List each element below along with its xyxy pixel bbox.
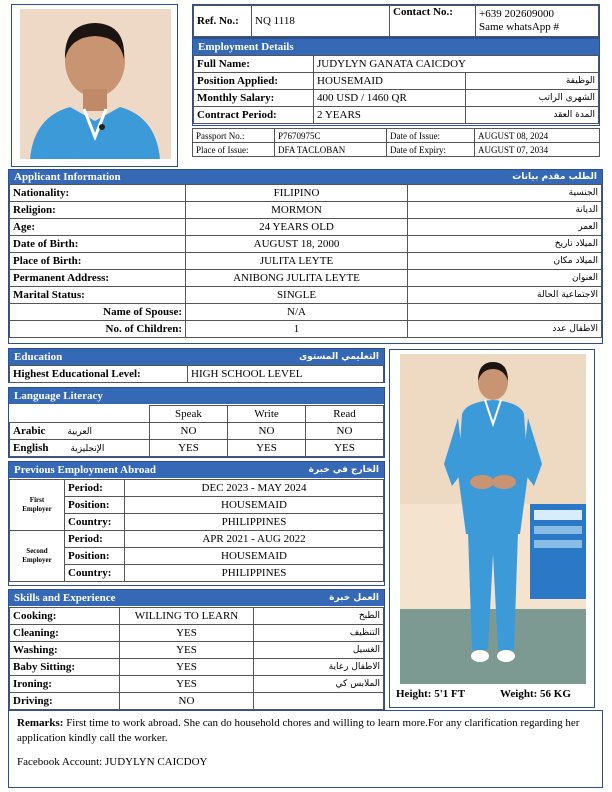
- full-name-value: JUDYLYN GANATA CAICDOY: [314, 56, 599, 73]
- language-header: [9, 388, 384, 404]
- children-label-ar: الاطفال عدد: [408, 321, 602, 338]
- skill-label: Baby Sitting:: [10, 659, 120, 676]
- language-write-value: YES: [228, 440, 306, 457]
- skill-label: Driving:: [10, 693, 120, 710]
- applicant-field-label: Age:: [10, 219, 186, 236]
- applicant-field-value: JULITA LEYTE: [186, 253, 408, 270]
- language-name: [10, 423, 150, 440]
- position-label-ar: الوظيفة: [466, 73, 599, 90]
- skill-value: NO: [120, 693, 254, 710]
- expiry-date-value: AUGUST 07, 2034: [475, 143, 600, 157]
- skill-value: WILLING TO LEARN: [120, 608, 254, 625]
- full-body-photo: [400, 354, 586, 684]
- language-write-value: NO: [228, 423, 306, 440]
- employer-country-label: Country:: [65, 514, 125, 531]
- language-name: [10, 440, 150, 457]
- applicant-field-label-ar: العمر: [408, 219, 602, 236]
- contract-label-ar: المدة العقد: [466, 107, 599, 124]
- contact-whatsapp: Same whatsApp #: [479, 21, 560, 33]
- skills-header: [9, 590, 384, 606]
- ref-contact-box: [192, 4, 600, 38]
- employer-country-value: PHILIPPINES: [125, 565, 384, 582]
- language-row: [10, 440, 384, 457]
- passport-no-label: Passport No.:: [193, 129, 275, 143]
- skill-row: [10, 676, 384, 693]
- skill-label-ar: الغسيل: [254, 642, 384, 659]
- contact-label: Contact No.:: [390, 6, 476, 37]
- employer-label-line-2: Employer: [22, 556, 52, 564]
- employer-row: [10, 480, 384, 497]
- applicant-field-value: FILIPINO: [186, 185, 408, 202]
- salary-label: Monthly Salary:: [194, 90, 314, 107]
- issue-date-value: AUGUST 08, 2024: [475, 129, 600, 143]
- skill-value: YES: [120, 625, 254, 642]
- skill-label: Ironing:: [10, 676, 120, 693]
- employer-period-label: Period:: [65, 480, 125, 497]
- applicant-row: [10, 185, 602, 202]
- applicant-field-label-ar: الميلاد مكان: [408, 253, 602, 270]
- language-speak-value: NO: [150, 423, 228, 440]
- employer-row: [10, 514, 384, 531]
- previous-employment-title: Previous Employment Abroad: [14, 464, 156, 476]
- skill-label-ar: الطبخ: [254, 608, 384, 625]
- employer-row: [10, 531, 384, 548]
- applicant-row: [10, 270, 602, 287]
- applicant-field-label-ar: الديانة: [408, 202, 602, 219]
- applicant-info-title: Applicant Information: [14, 171, 121, 183]
- employer-position-label: Position:: [65, 548, 125, 565]
- language-corner: [10, 406, 150, 423]
- expiry-date-label: Date of Expiry:: [387, 143, 475, 157]
- height-label: Height: 5'1 FT: [396, 688, 466, 700]
- applicant-field-value: 24 YEARS OLD: [186, 219, 408, 236]
- employer-row: [10, 548, 384, 565]
- skills-box: [8, 589, 385, 711]
- contact-value: [476, 6, 599, 37]
- applicant-field-value: MORMON: [186, 202, 408, 219]
- employment-details-header: [193, 39, 599, 55]
- employer-position-value: HOUSEMAID: [125, 548, 384, 565]
- read-header: Read: [306, 406, 384, 423]
- employer-label-line-1: First: [29, 496, 45, 504]
- applicant-field-label: Nationality:: [10, 185, 186, 202]
- previous-employment-header: [9, 462, 384, 478]
- employer-label-line-2: Employer: [22, 505, 52, 513]
- language-box: [8, 387, 385, 458]
- skill-label: Cleaning:: [10, 625, 120, 642]
- skill-label-ar: الاطفال رعاية: [254, 659, 384, 676]
- applicant-field-label-ar: الميلاد تاريخ: [408, 236, 602, 253]
- language-speak-value: YES: [150, 440, 228, 457]
- education-box: [8, 348, 385, 383]
- place-of-issue-label: Place of Issue:: [193, 143, 275, 157]
- skill-label: Cooking:: [10, 608, 120, 625]
- employer-label: [10, 480, 65, 531]
- remarks-box: [8, 710, 603, 788]
- skills-title-ar: العمل خبرة: [329, 593, 379, 603]
- children-value: 1: [186, 321, 408, 338]
- previous-employment-box: [8, 461, 385, 586]
- language-read-value: YES: [306, 440, 384, 457]
- employer-row: [10, 565, 384, 582]
- passport-no-value: P7670975C: [275, 129, 387, 143]
- speak-header: Speak: [150, 406, 228, 423]
- applicant-field-label-ar: الجنسية: [408, 185, 602, 202]
- skill-row: [10, 608, 384, 625]
- applicant-info-header: [9, 170, 602, 184]
- applicant-row: [10, 202, 602, 219]
- applicant-row: [10, 219, 602, 236]
- education-header: [9, 349, 384, 365]
- skill-value: YES: [120, 659, 254, 676]
- spouse-value: N/A: [186, 304, 408, 321]
- skill-label-ar: [254, 693, 384, 710]
- employer-position-value: HOUSEMAID: [125, 497, 384, 514]
- skill-value: YES: [120, 676, 254, 693]
- education-level-value: HIGH SCHOOL LEVEL: [188, 366, 384, 383]
- facebook-account: Facebook Account: JUDYLYN CAICDOY: [17, 756, 208, 768]
- education-title-ar: التعليمي المستوى: [298, 352, 379, 362]
- language-name-ar: العربية: [67, 427, 92, 437]
- applicant-field-value: AUGUST 18, 2000: [186, 236, 408, 253]
- skill-label: Washing:: [10, 642, 120, 659]
- applicant-info-title-ar: الطلب مقدم بيانات: [512, 172, 597, 182]
- applicant-field-label: Marital Status:: [10, 287, 186, 304]
- applicant-field-value: ANIBONG JULITA LEYTE: [186, 270, 408, 287]
- skill-label-ar: الملابس كي: [254, 676, 384, 693]
- full-name-label: Full Name:: [194, 56, 314, 73]
- applicant-field-label-ar: الاجتماعية الحالة: [408, 287, 602, 304]
- employment-details-title: Employment Details: [198, 41, 294, 53]
- skill-row: [10, 642, 384, 659]
- skill-row: [10, 693, 384, 710]
- employer-period-value: APR 2021 - AUG 2022: [125, 531, 384, 548]
- full-body-photo-frame: [389, 349, 595, 708]
- applicant-row: [10, 253, 602, 270]
- applicant-info-box: [8, 169, 603, 344]
- remarks-label: Remarks:: [17, 717, 64, 729]
- weight-label: Weight: 56 KG: [500, 688, 571, 700]
- language-name-en: Arabic: [13, 425, 46, 437]
- education-level-label: Highest Educational Level:: [10, 366, 188, 383]
- employer-country-value: PHILIPPINES: [125, 514, 384, 531]
- applicant-row: [10, 236, 602, 253]
- skill-row: [10, 659, 384, 676]
- language-row: [10, 423, 384, 440]
- issue-date-label: Date of Issue:: [387, 129, 475, 143]
- employment-details-box: [192, 38, 600, 126]
- employer-period-value: DEC 2023 - MAY 2024: [125, 480, 384, 497]
- salary-value: 400 USD / 1460 QR: [314, 90, 466, 107]
- remarks-text: First time to work abroad. She can do household chores and willing to learn more.For any clarification regarding her application kindly call the worker.: [17, 717, 580, 744]
- ref-value: NQ 1118: [252, 6, 390, 37]
- portrait-photo-frame: [11, 4, 178, 167]
- passport-box: [192, 128, 600, 157]
- position-label: Position Applied:: [194, 73, 314, 90]
- applicant-field-label-ar: العنوان: [408, 270, 602, 287]
- spouse-label: Name of Spouse:: [10, 304, 186, 321]
- ref-label: Ref. No.:: [194, 6, 252, 37]
- portrait-photo: [20, 9, 171, 159]
- contact-number: +639 202609000: [479, 8, 554, 20]
- skill-value: YES: [120, 642, 254, 659]
- applicant-field-label: Religion:: [10, 202, 186, 219]
- spouse-label-ar: [408, 304, 602, 321]
- language-read-value: NO: [306, 423, 384, 440]
- previous-employment-title-ar: الخارج في خبرة: [308, 465, 379, 475]
- applicant-field-value: SINGLE: [186, 287, 408, 304]
- contract-value: 2 YEARS: [314, 107, 466, 124]
- employer-country-label: Country:: [65, 565, 125, 582]
- salary-label-ar: الشهري الراتب: [466, 90, 599, 107]
- applicant-row: [10, 287, 602, 304]
- employer-row: [10, 497, 384, 514]
- skill-row: [10, 625, 384, 642]
- language-name-ar: الإنجليزية: [70, 444, 105, 454]
- applicant-field-label: Permanent Address:: [10, 270, 186, 287]
- applicant-field-label: Place of Birth:: [10, 253, 186, 270]
- language-title: Language Literacy: [14, 390, 103, 402]
- education-title: Education: [14, 351, 63, 363]
- applicant-field-label: Date of Birth:: [10, 236, 186, 253]
- employer-label: [10, 531, 65, 582]
- write-header: Write: [228, 406, 306, 423]
- children-label: No. of Children:: [10, 321, 186, 338]
- place-of-issue-value: DFA TACLOBAN: [275, 143, 387, 157]
- employer-label-line-1: Second: [26, 547, 48, 555]
- language-name-en: English: [13, 442, 49, 454]
- employer-period-label: Period:: [65, 531, 125, 548]
- remarks-paragraph: [17, 716, 594, 746]
- position-value: HOUSEMAID: [314, 73, 466, 90]
- applicant-info-table: [9, 184, 602, 338]
- skill-label-ar: التنظيف: [254, 625, 384, 642]
- skills-title: Skills and Experience: [14, 592, 116, 604]
- employer-position-label: Position:: [65, 497, 125, 514]
- contract-label: Contract Period:: [194, 107, 314, 124]
